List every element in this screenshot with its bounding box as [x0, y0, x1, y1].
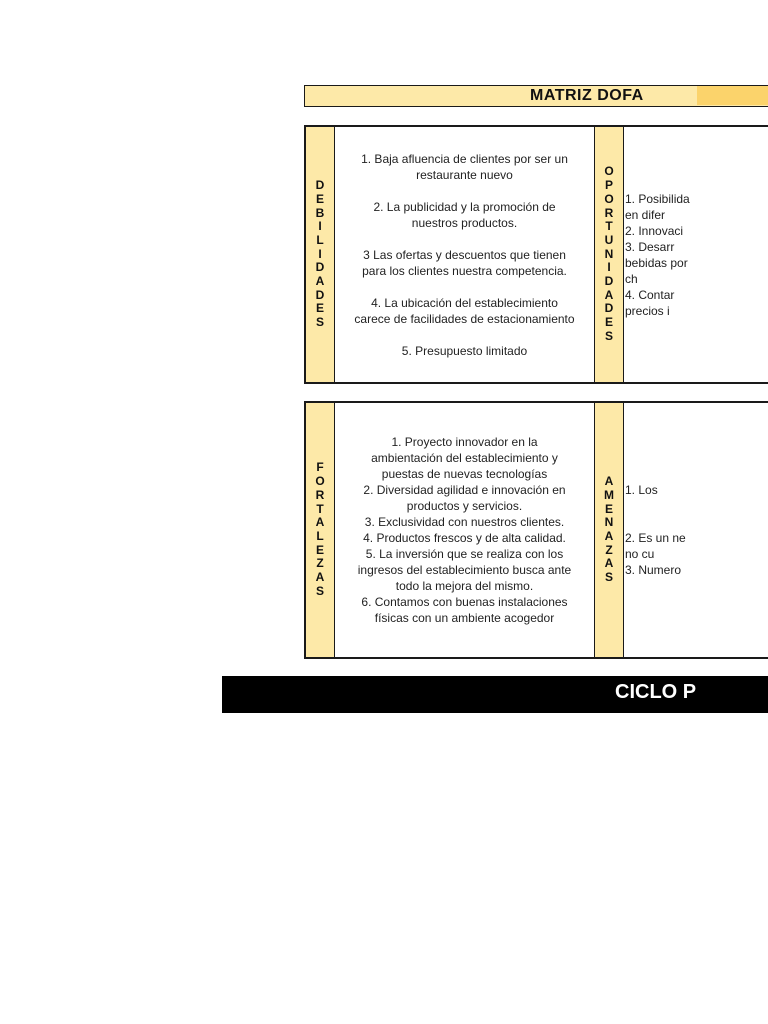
oportunidades-label-cell [594, 127, 624, 382]
fortalezas-label-cell [306, 403, 335, 657]
oportunidades-text: 1. Posibilida en difer 2. Innovaci 3. Desarr bebidas por ch 4. Contar precios i [625, 191, 690, 318]
amenazas-label: AMENAZAS [604, 474, 614, 585]
fortalezas-cell [335, 403, 594, 657]
matrix-title-bar [304, 85, 768, 107]
matrix-title: MATRIZ DOFA [530, 87, 644, 104]
oportunidades-label: OPORTUNIDADES [604, 164, 614, 343]
oportunidades-cell [623, 127, 768, 382]
block-debilidades-oportunidades [304, 125, 768, 384]
amenazas-label-cell [594, 403, 624, 657]
ciclo-title: CICLO P [615, 681, 697, 703]
debilidades-text: 1. Baja afluencia de clientes por ser un restaurante nuevo 2. La publicidad y la promoción de nuestros productos. 3 Las ofertas y descuentos que tienen para los clientes nuestra competencia. 4. La ubicación del establecimiento carece de facilidades de estacionamiento 5. Presupuesto limitado [354, 151, 575, 358]
amenazas-text: 1. Los 2. Es un ne no cu 3. Numero [625, 483, 686, 577]
amenazas-cell [623, 403, 768, 657]
block-fortalezas-amenazas [304, 401, 768, 659]
debilidades-label-cell [306, 127, 335, 382]
title-highlight-cell [697, 86, 768, 105]
debilidades-cell [335, 127, 594, 382]
fortalezas-label: FORTALEZAS [315, 460, 325, 598]
debilidades-label: DEBILIDADES [315, 178, 325, 330]
fortalezas-text: 1. Proyecto innovador en la ambientación del establecimiento y puestas de nuevas tecnologías 2. Diversidad agilidad e innovación en productos y servicios. 3. Exclusividad con nuestros clientes. 4. Productos frescos y de alta calidad. 5. La inversión que se realiza con los ingresos del establecimiento busca ante todo la mejora del mismo. 6. Contamos con buenas instalaciones físicas con un ambiente acogedor [357, 435, 572, 625]
ciclo-header-bar [222, 676, 768, 713]
